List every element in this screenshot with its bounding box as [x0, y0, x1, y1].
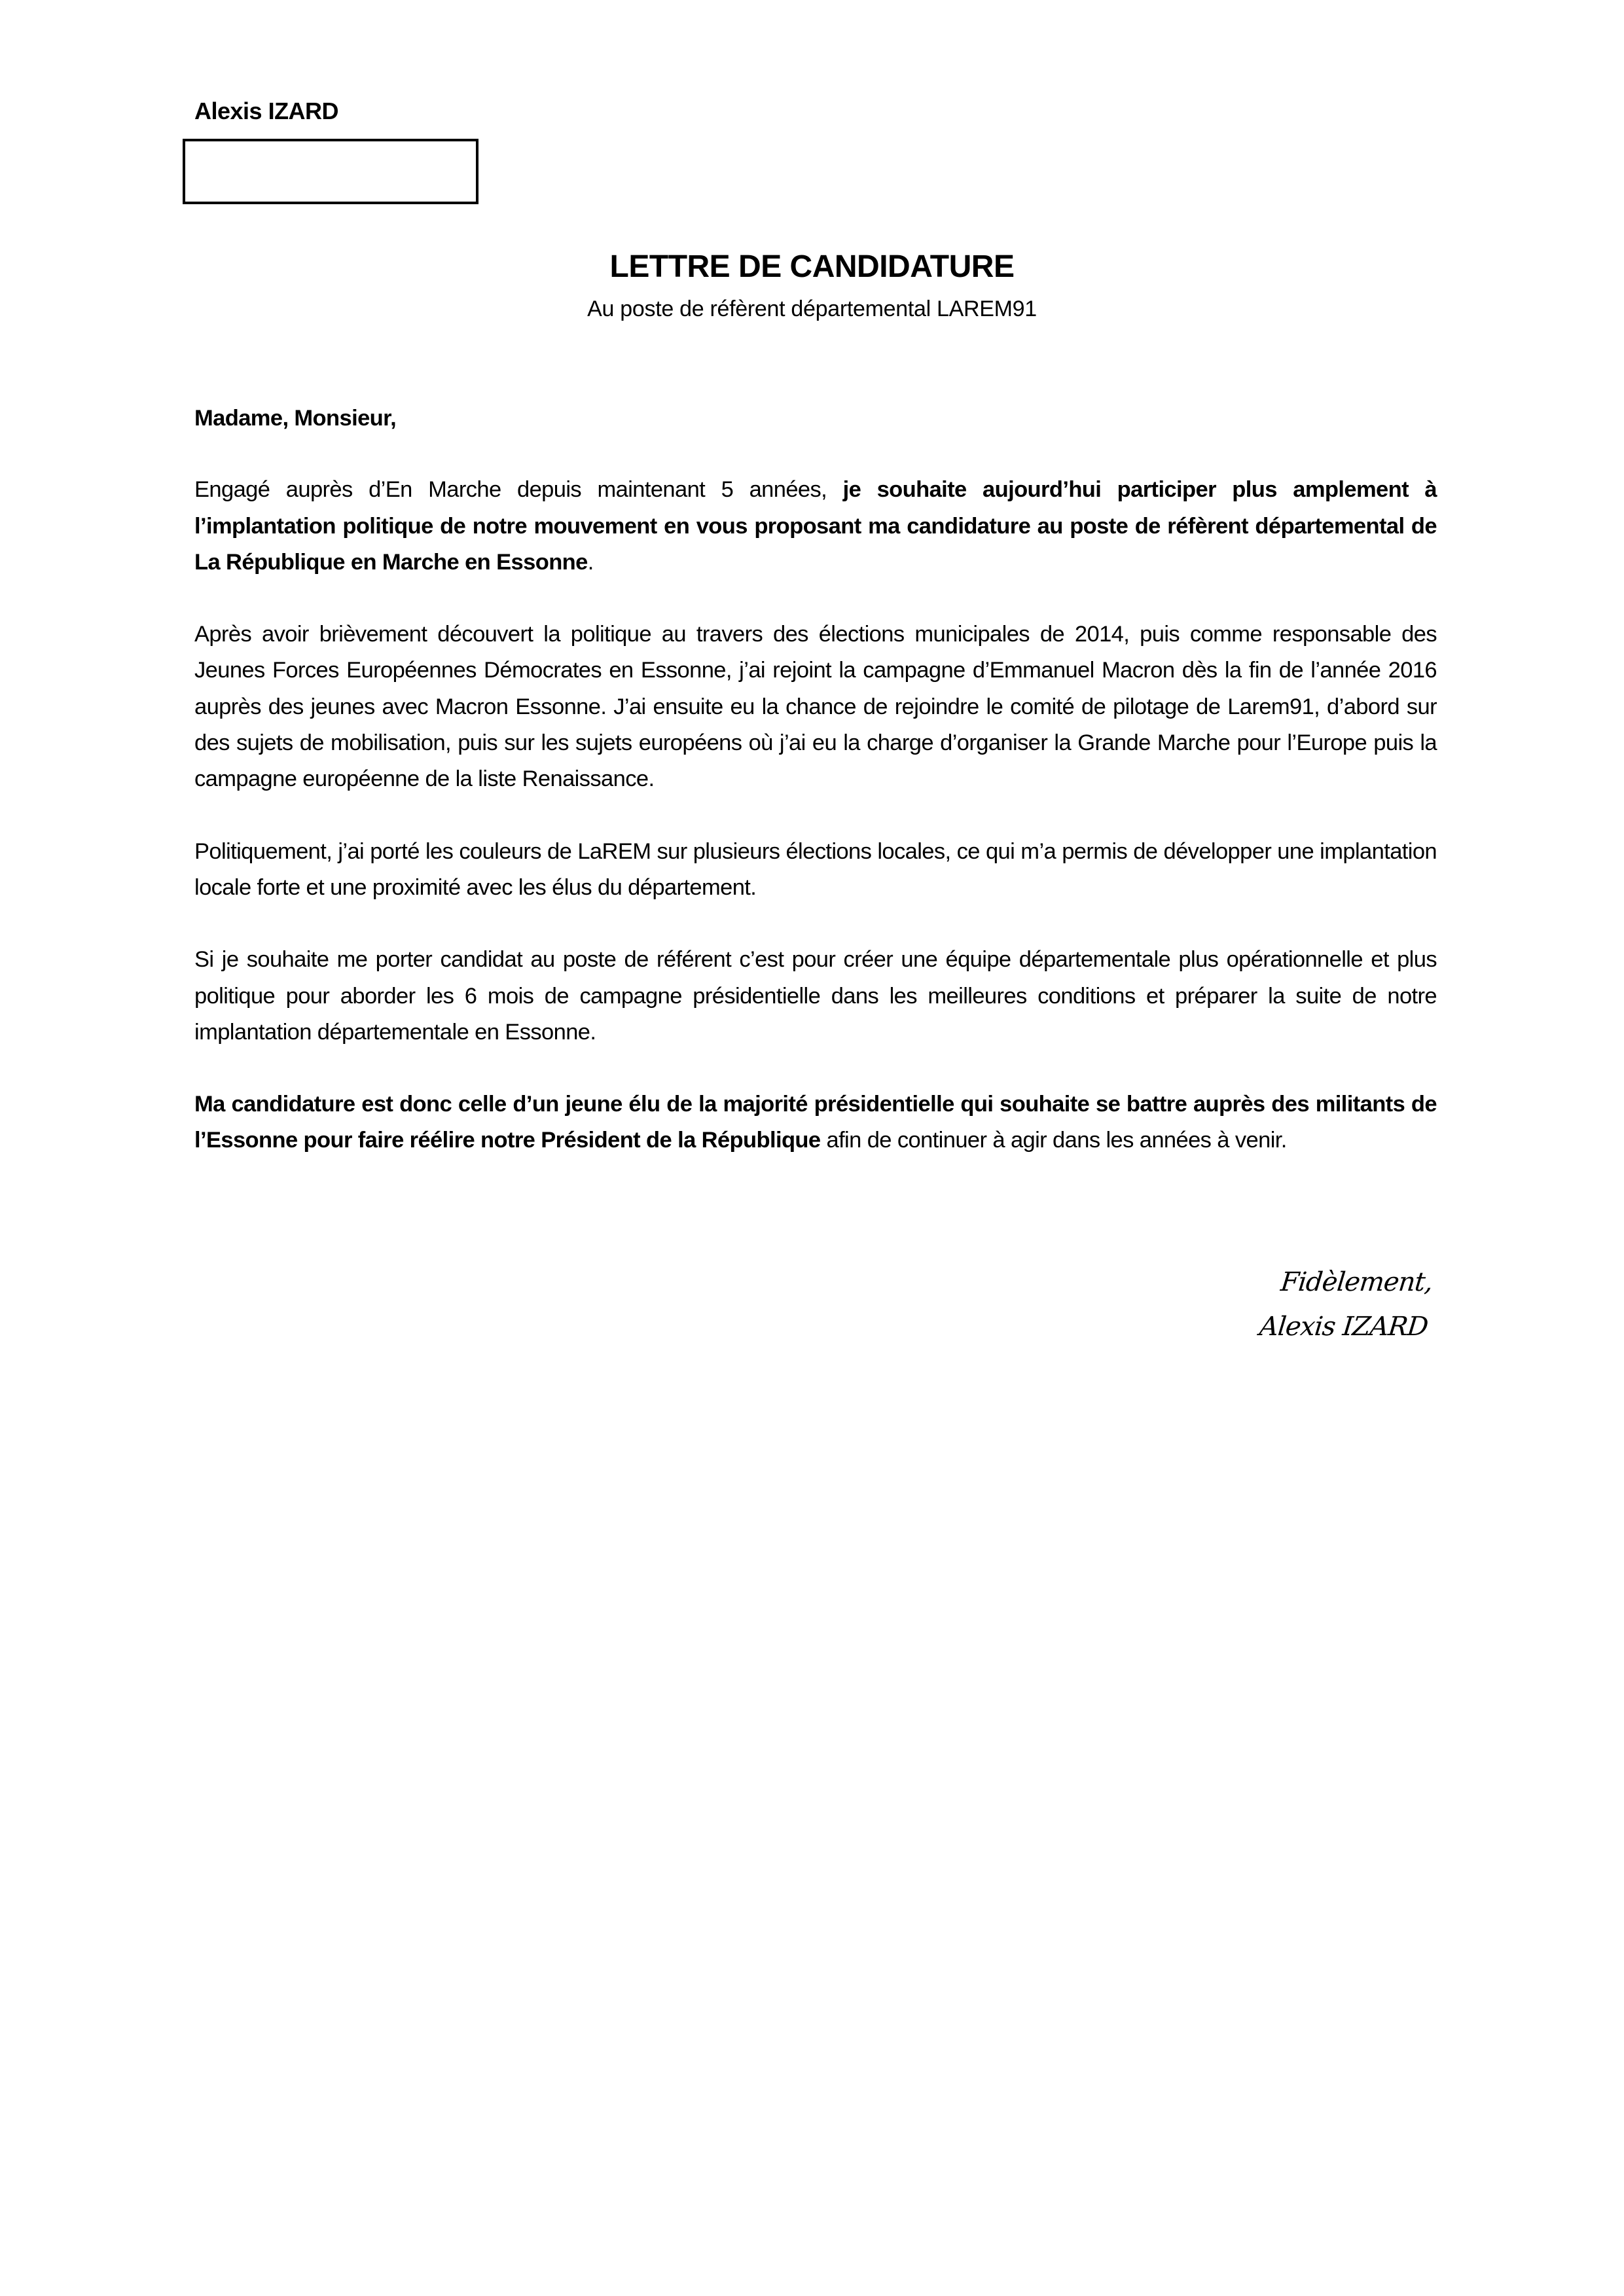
- text-run: Engagé auprès d’En Marche depuis maintenant 5 années,: [194, 477, 843, 503]
- body-paragraph: [194, 472, 1437, 581]
- letter-subtitle: Au poste de réfèrent départemental LAREM91: [587, 296, 1037, 321]
- text-run: Après avoir brièvement découvert la politique au travers des élections municipales de 2014, puis comme responsable des Jeunes Forces Européennes Démocrates en Essonne, j’ai rejoint la campagne d’Emmanuel Macron dès la fin de l’année 2016 auprès des jeunes avec Macron Essonne. J’ai ensuite eu la chance de rejoindre le comité de pilotage de Larem91, d’abord sur des sujets de mobilisation, puis sur les sujets européens où j’ai eu la charge d’organiser la Grande Marche pour l’Europe puis la campagne européenne de la liste Renaissance.: [194, 622, 1437, 792]
- body-paragraph: [194, 1086, 1437, 1159]
- letter-title: LETTRE DE CANDIDATURE: [609, 249, 1015, 284]
- signature-block: [1257, 1260, 1435, 1349]
- body-paragraph: [194, 834, 1437, 906]
- text-run: .: [587, 549, 594, 575]
- bold-text-run: Ma candidature est donc celle d’un jeune élu de la majorité présidentielle qui souhaite se battre auprès des militants de l’Essonne pour faire réélire notre Président de la République: [194, 1092, 1437, 1153]
- salutation: Madame, Monsieur,: [194, 406, 397, 431]
- closing-text: Fidèlement,: [1279, 1267, 1434, 1297]
- text-run: afin de continuer à agir dans les années à venir.: [820, 1128, 1287, 1153]
- text-run: Si je souhaite me porter candidat au poste de référent c’est pour créer une équipe départementale plus opérationnelle et plus politique pour aborder les 6 mois de campagne présidentielle dans les meilleures conditions et préparer la suite de notre implantation départementale en Essonne.: [194, 947, 1437, 1045]
- body-paragraph: [194, 617, 1437, 797]
- sender-name: Alexis IZARD: [194, 98, 339, 124]
- paragraph-list: [194, 472, 1437, 1158]
- text-run: Politiquement, j’ai porté les couleurs de LaREM sur plusieurs élections locales, ce qui m’a permis de développer une implantation locale forte et une proximité avec les élus du département.: [194, 838, 1437, 900]
- address-box: [183, 139, 478, 204]
- bold-text-run: je souhaite aujourd’hui participer plus amplement à l’implantation politique de notre mouvement en vous proposant ma candidature au poste de réfèrent départemental de La République en Marche en Essonne: [194, 477, 1437, 575]
- signature-name: Alexis IZARD: [1258, 1312, 1430, 1342]
- letter-body: [194, 401, 1437, 1195]
- body-paragraph: [194, 942, 1437, 1050]
